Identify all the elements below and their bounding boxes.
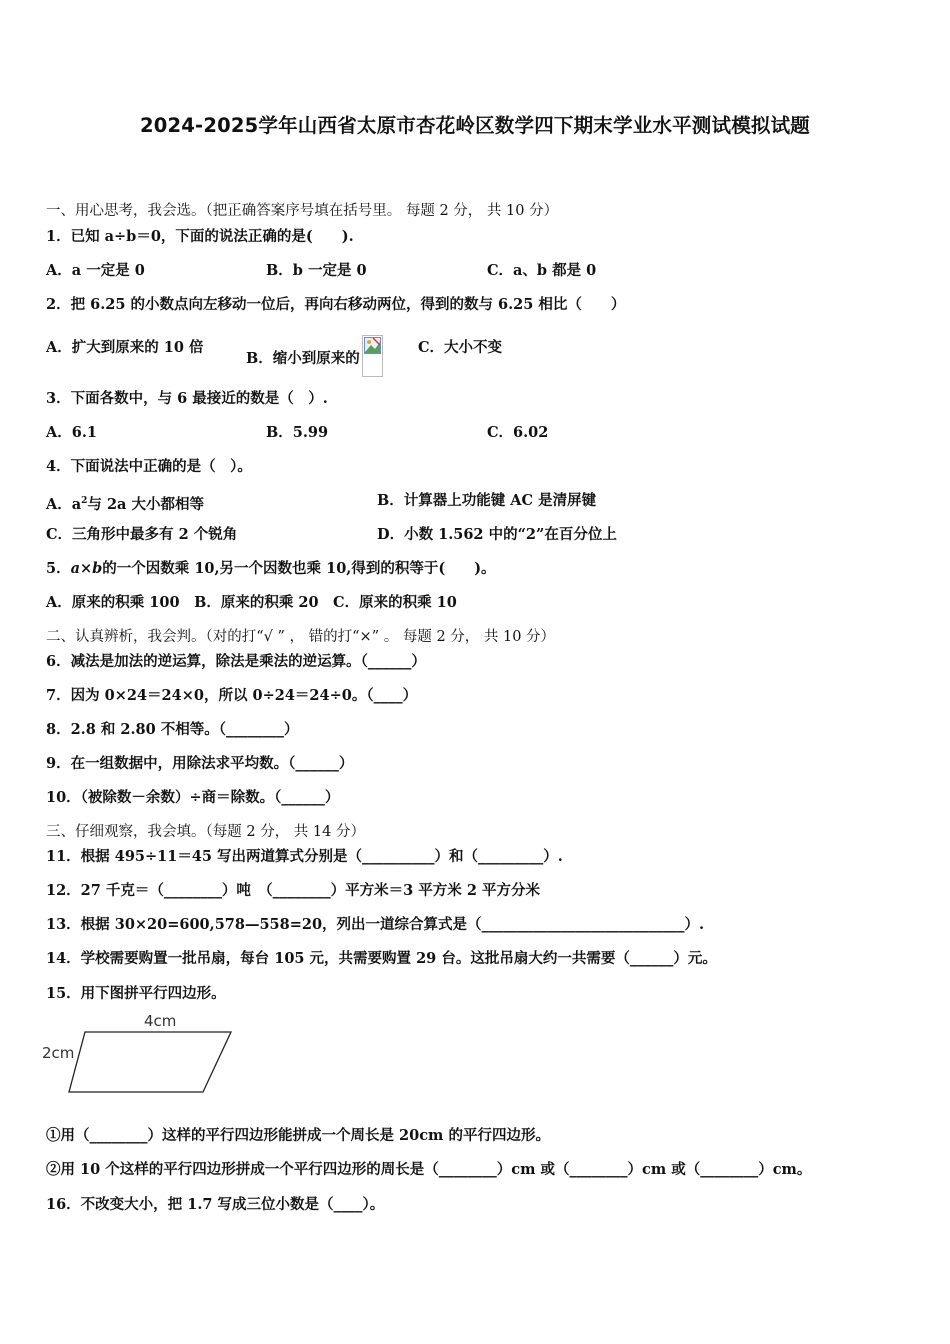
question-2-option-b-text: B．缩小到原来的	[246, 350, 360, 367]
question-7: 7．因为 0×24＝24×0，所以 0÷24＝24÷0。（____）	[46, 687, 418, 704]
question-6: 6．减法是加法的逆运算，除法是乘法的逆运算。（______）	[46, 653, 426, 670]
question-9: 9．在一组数据中，用除法求平均数。（______）	[46, 755, 354, 772]
question-2-option-b	[246, 338, 385, 380]
question-16: 16．不改变大小，把 1.7 写成三位小数是（____）。	[46, 1196, 385, 1213]
question-2-option-c: C．大小不变	[418, 339, 503, 356]
question-4-option-a-prefix: A．a	[46, 495, 82, 513]
question-5-text: 的一个因数乘 10,另一个因数也乘 10,得到的积等于( )。	[102, 560, 496, 577]
parallelogram-shape	[69, 1032, 231, 1092]
question-2-stem: 2．把 6.25 的小数点向左移动一位后，再向右移动两位，得到的数与 6.25 相比（ ）	[46, 296, 626, 313]
question-4-option-a	[46, 491, 204, 515]
question-4-option-b: B．计算器上功能键 AC 是清屏键	[377, 492, 597, 509]
section-1-heading: 一、用心思考，我会选。（把正确答案序号填在括号里。 每题 2 分， 共 10 分）	[46, 203, 559, 219]
question-15-stem: 15．用下图拼平行四边形。	[46, 985, 226, 1002]
question-12: 12．27 千克＝（________）吨 （________）平方米＝3 平方米 2 平方分米	[46, 882, 540, 899]
page-title: 2024-2025学年山西省太原市杏花岭区数学四下期末学业水平测试模拟试题	[139, 114, 811, 137]
question-1-stem: 1．已知 a÷b＝0，下面的说法正确的是( ).	[46, 228, 354, 245]
question-4-stem: 4．下面说法中正确的是（ ）。	[46, 458, 252, 475]
parallelogram-figure	[42, 1010, 242, 1100]
question-5-number: 5．	[46, 560, 71, 577]
parallelogram-svg	[42, 1010, 242, 1100]
question-14: 14．学校需要购置一批吊扇，每台 105 元，共需要购置 29 台。这批吊扇大约一共需要（______）元。	[46, 950, 717, 967]
question-13: 13．根据 30×20=600,578—558=20，列出一道综合算式是（____________________________）.	[46, 916, 705, 933]
question-5-options: A．原来的积乘 100 B．原来的积乘 20 C．原来的积乘 10	[46, 594, 457, 611]
broken-image-icon	[362, 335, 383, 377]
question-2-option-a: A．扩大到原来的 10 倍	[46, 339, 204, 356]
question-4-option-c: C．三角形中最多有 2 个锐角	[46, 526, 238, 543]
question-15-sub-1: ①用（________）这样的平行四边形能拼成一个周长是 20cm 的平行四边形。	[46, 1127, 550, 1144]
section-2-heading: 二、认真辨析，我会判。（对的打“√ ” ， 错的打“×” 。 每题 2 分， 共 10 分）	[46, 629, 556, 645]
question-8: 8．2.8 和 2.80 不相等。（________）	[46, 721, 299, 738]
question-5-stem	[46, 559, 496, 579]
question-3-option-a: A．6.1	[46, 424, 97, 441]
question-15-sub-2: ②用 10 个这样的平行四边形拼成一个平行四边形的周长是（________）cm 或（________）cm 或（________）cm。	[46, 1161, 812, 1178]
question-1-option-b: B．b 一定是 0	[266, 262, 367, 279]
question-10: 10．（被除数－余数）÷商＝除数。（______）	[46, 789, 340, 806]
question-3-option-b: B．5.99	[266, 424, 329, 441]
question-11: 11．根据 495÷11＝45 写出两道算式分别是（__________）和（_________）.	[46, 848, 563, 865]
parallelogram-top-label: 4cm	[144, 1012, 177, 1030]
parallelogram-left-label: 2cm	[42, 1044, 75, 1062]
question-1-option-a: A．a 一定是 0	[46, 262, 145, 279]
question-5-expression: a×b	[70, 560, 103, 577]
question-1-option-c: C．a、b 都是 0	[487, 262, 597, 279]
question-3-stem: 3．下面各数中，与 6 最接近的数是（ ）.	[46, 390, 328, 407]
question-4-option-a-suffix: 与 2a 大小都相等	[87, 495, 205, 513]
question-4-option-a-exponent: 2	[81, 496, 88, 506]
question-4-option-d: D．小数 1.562 中的“2”在百分位上	[377, 526, 617, 543]
section-3-heading: 三、仔细观察，我会填。（每题 2 分， 共 14 分）	[46, 824, 365, 840]
question-3-option-c: C．6.02	[487, 424, 549, 441]
